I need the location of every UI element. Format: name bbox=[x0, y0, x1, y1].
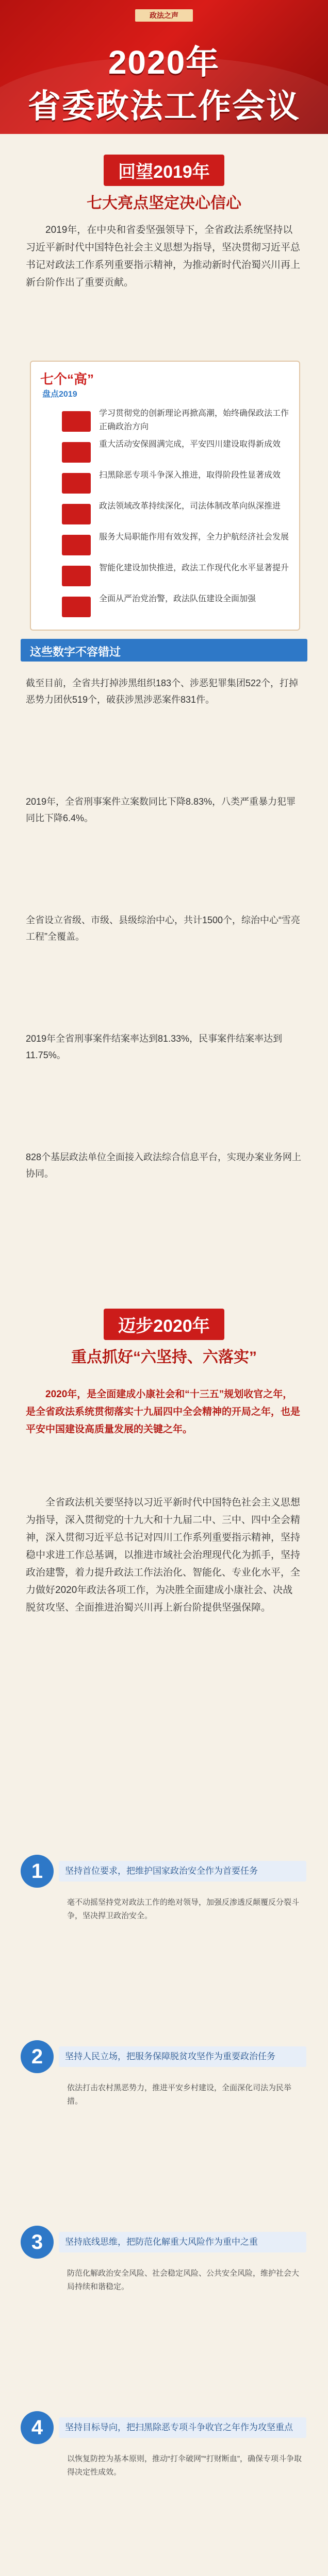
highlights-badge-sub: 盘点2019 bbox=[42, 390, 77, 399]
section1-subtitle: 七大亮点坚定决心信心 bbox=[87, 195, 241, 212]
highlight-item bbox=[62, 592, 299, 622]
highlight-item bbox=[62, 469, 299, 499]
highlight-photo-icon bbox=[62, 442, 91, 463]
highlight-photo-icon bbox=[62, 597, 91, 617]
hero-title-line1: 2020年 bbox=[108, 44, 220, 81]
highlight-text: 重大活动安保圆满完成，平安四川建设取得新成效 bbox=[99, 440, 281, 449]
key-point-desc: 防范化解政治安全风险、社会稳定风险、公共安全风险，维护社会大局持续和谐稳定。 bbox=[67, 2269, 300, 2291]
highlight-item bbox=[62, 438, 299, 468]
key-point-desc: 依法打击农村黑恶势力，推进平安乡村建设，全面深化司法为民举措。 bbox=[67, 2083, 292, 2106]
highlight-item bbox=[62, 407, 299, 437]
highlight-photo-icon bbox=[62, 473, 91, 494]
section3-heading bbox=[0, 1309, 328, 1367]
highlight-photo-icon bbox=[62, 411, 91, 432]
hero-tag: 政法之声 bbox=[135, 9, 193, 22]
highlight-text: 扫黑除恶专项斗争深入推进，取得阶段性显著成效 bbox=[99, 471, 281, 480]
hero-banner bbox=[0, 0, 328, 134]
key-point-heading: 坚持目标导向，把扫黑除恶专项斗争收官之年作为攻坚重点 bbox=[59, 2417, 306, 2438]
highlight-item bbox=[62, 500, 299, 530]
stat-item: 2019年，全省刑事案件立案数同比下降8.83%，八类严重暴力犯罪同比下降6.4%。 bbox=[26, 796, 296, 823]
highlight-text: 智能化建设加快推进，政法工作现代化水平显著提升 bbox=[99, 564, 289, 572]
key-point-number: 2 bbox=[21, 2040, 54, 2073]
key-point-desc: 以恢复防控为基本原则，推动“打伞破网”“打财断血”，确保专项斗争取得决定性成效。 bbox=[67, 2454, 302, 2477]
key-point-heading: 坚持人民立场，把服务保障脱贫攻坚作为重要政治任务 bbox=[59, 2046, 306, 2067]
section3-banner: 迈步2020年 bbox=[104, 1309, 224, 1340]
key-point-desc: 毫不动摇坚持党对政法工作的绝对领导，加强反渗透反颠覆反分裂斗争，坚决捍卫政治安全。 bbox=[67, 1898, 300, 1920]
key-point-number: 4 bbox=[21, 2411, 54, 2444]
stats-header bbox=[21, 639, 307, 662]
section1-heading bbox=[0, 155, 328, 213]
highlight-photo-icon bbox=[62, 566, 91, 586]
section3-para2: 全省政法机关要坚持以习近平新时代中国特色社会主义思想为指导，深入贯彻党的十九大和十九届二中、三中、四中全会精神，深入贯彻习近平总书记对四川工作系列重要指示精神，坚持稳中求进工作总基调，以推进市域社会治理现代化为抓手，坚持政治建警，着力提升政法工作法治化、智能化、专业化水平，全力做好2020年政法各项工作，为决胜全面建成小康社会、决战脱贫攻坚、全面推进治蜀兴川再上新台阶提供坚强保障。 bbox=[26, 1497, 301, 1613]
section1-intro: 2019年，在中央和省委坚强领导下，全省政法系统坚持以习近平新时代中国特色社会主义思想为指导，坚决贯彻习近平总书记对政法工作系列重要指示精神，为推动新时代治蜀兴川再上新台阶作出了重要贡献。 bbox=[26, 225, 301, 288]
key-point bbox=[21, 2040, 309, 2128]
highlight-photo-icon bbox=[62, 504, 91, 524]
key-point-heading: 坚持首位要求，把维护国家政治安全作为首要任务 bbox=[59, 1861, 306, 1882]
highlight-photo-icon bbox=[62, 535, 91, 555]
key-point-number: 1 bbox=[21, 1855, 54, 1888]
highlight-item bbox=[62, 531, 299, 561]
highlight-text: 服务大局职能作用有效发挥，全力护航经济社会发展 bbox=[99, 533, 289, 541]
section3-para1: 2020年，是全面建成小康社会和“十三五”规划收官之年，是全省政法系统贯彻落实十九届四中全会精神的开局之年，也是平安中国建设高质量发展的关键之年。 bbox=[26, 1389, 301, 1435]
stat-item: 截至目前，全省共打掉涉黑组织183个、涉恶犯罪集团522个，打掉恶势力团伙519个，破获涉黑涉恶案件831件。 bbox=[26, 678, 299, 705]
key-point-heading: 坚持底线思维，把防范化解重大风险作为重中之重 bbox=[59, 2232, 306, 2252]
section1-banner: 回望2019年 bbox=[104, 155, 224, 186]
highlight-text: 全面从严治党治警，政法队伍建设全面加强 bbox=[99, 595, 256, 603]
section3-subtitle: 重点抓好“六坚持、六落实” bbox=[71, 1349, 257, 1366]
stats-title: 这些数字不容错过 bbox=[30, 646, 121, 658]
stat-item: 全省设立省级、市级、县级综治中心，共计1500个，综治中心“雪亮工程”全覆盖。 bbox=[26, 915, 301, 942]
hero-title-line2: 省委政法工作会议 bbox=[28, 88, 300, 125]
highlights-badge: 七个“高” bbox=[40, 371, 94, 387]
key-point bbox=[21, 2226, 309, 2313]
stat-item: 828个基层政法单位全面接入政法综合信息平台，实现办案业务网上协同。 bbox=[26, 1152, 302, 1179]
highlight-text: 学习贯彻党的创新理论再掀高潮，始终确保政法工作正确政治方向 bbox=[99, 409, 289, 431]
highlight-text: 政法领域改革持续深化，司法体制改革向纵深推进 bbox=[99, 502, 281, 511]
stat-item: 2019年全省刑事案件结案率达到81.33%，民事案件结案率达到11.75%。 bbox=[26, 1033, 283, 1060]
key-point bbox=[21, 1855, 309, 1942]
key-point-number: 3 bbox=[21, 2226, 54, 2259]
key-point bbox=[21, 2411, 309, 2499]
highlight-item bbox=[62, 562, 299, 591]
